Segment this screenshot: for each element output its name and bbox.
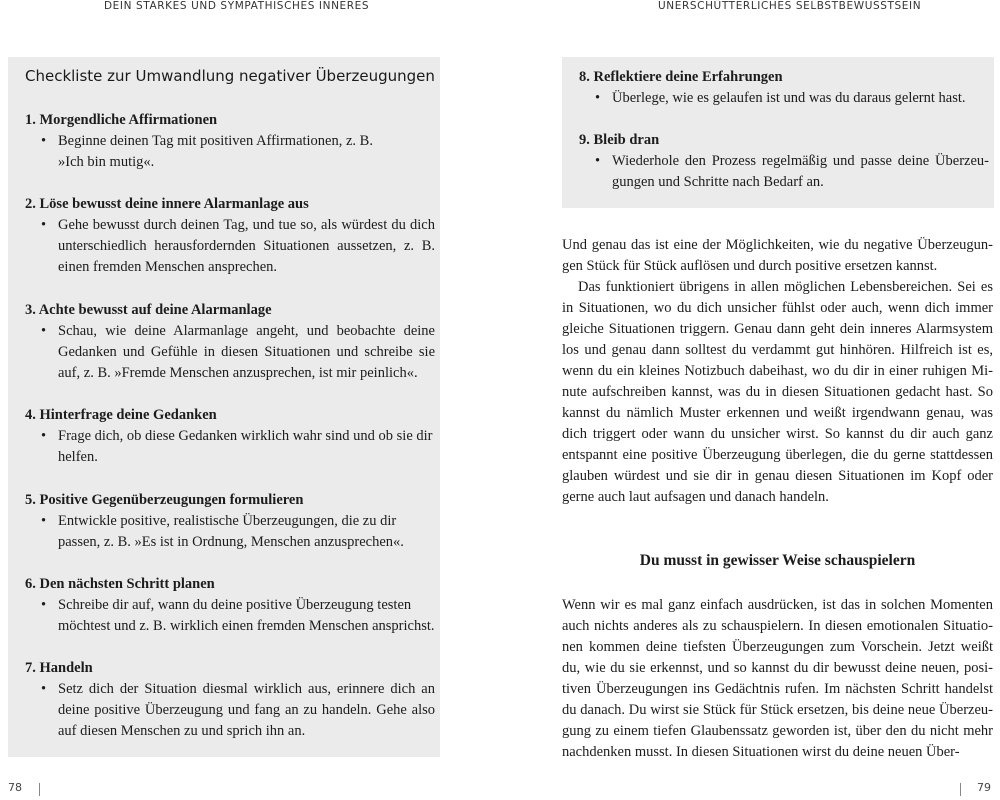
page-number-right: 79: [977, 781, 991, 794]
item-heading: 3. Achte bewusst auf deine Alarmanlage: [25, 302, 272, 318]
item-heading: 6. Den nächsten Schritt planen: [25, 576, 215, 592]
checklist-item: [25, 300, 435, 384]
item-text: • Schreibe dir auf, wann du deine positive Überzeugung testen möchtest und z. B. wirklich einen fremden Menschen ansprichst.: [41, 597, 435, 634]
item-heading: 5. Positive Gegenüberzeugungen formulieren: [25, 492, 304, 508]
body-paragraphs: [562, 595, 993, 763]
item-text: • Beginne deinen Tag mit positiven Affirmationen, z. B. »Ich bin mutig«.: [41, 133, 373, 170]
checklist-box-continued: [562, 57, 994, 208]
folio-divider: [39, 783, 40, 796]
bullet-icon: •: [41, 323, 47, 339]
checklist-item: [25, 574, 435, 637]
running-head-left: DEIN STARKES UND SYMPATHISCHES INNERES: [104, 0, 370, 12]
checklist-item: [25, 194, 435, 278]
page-number-left: 78: [8, 781, 22, 794]
checklist-item: [25, 405, 435, 468]
bullet-icon: •: [41, 428, 47, 444]
checklist-item: [579, 130, 989, 193]
checklist-item: [25, 110, 435, 173]
checklist-title: Checkliste zur Umwandlung negativer Überzeugungen: [25, 67, 435, 85]
body-paragraphs: [562, 235, 993, 508]
item-text: • Entwickle positive, realistische Überzeugungen, die zu dir passen, z. B. »Es ist in Ordnung, Menschen anzusprechen«.: [41, 513, 404, 550]
item-heading: 9. Bleib dran: [579, 132, 660, 148]
item-heading: 7. Handeln: [25, 660, 93, 676]
bullet-icon: •: [41, 513, 47, 529]
paragraph: Und genau das ist eine der Möglichkeiten, wie du negative Überzeugungen Stück für Stück auflösen und durch positive ersetzen kannst.: [562, 237, 993, 274]
checklist-item: [25, 658, 435, 742]
checklist-item: [25, 490, 435, 553]
running-head-right: UNERSCHÜTTERLICHES SELBSTBEWUSSTSEIN: [658, 0, 922, 12]
bullet-icon: •: [595, 153, 601, 169]
item-text: • Überlege, wie es gelaufen ist und was du daraus gelernt hast.: [579, 88, 989, 109]
checklist-box: [8, 57, 440, 757]
bullet-icon: •: [41, 597, 47, 613]
item-heading: 2. Löse bewusst deine innere Alarmanlage aus: [25, 196, 309, 212]
item-text: • Frage dich, ob diese Gedanken wirklich wahr sind und ob sie dir helfen.: [41, 428, 433, 465]
section-heading: Du musst in gewisser Weise schauspielern: [639, 552, 916, 569]
item-text: • Gehe bewusst durch deinen Tag, und tue so, als würdest du dich unterschiedlich herausfordernden Situationen aussetzen, z. B. einen fremden Menschen ansprechen.: [41, 217, 435, 275]
item-text: • Wiederhole den Prozess regelmäßig und passe deine Überzeugungen und Schritte nach Bedarf an.: [595, 153, 989, 190]
bullet-icon: •: [41, 217, 47, 233]
item-text: • Setz dich der Situation diesmal wirklich aus, erinnere dich an deine positive Überzeugung und fang an zu handeln. Gehe also auf diesen Menschen zu und sprich ihn an.: [41, 681, 435, 739]
item-heading: 1. Morgendliche Affirmationen: [25, 112, 218, 128]
bullet-icon: •: [41, 681, 47, 697]
checklist-item: [579, 67, 989, 109]
paragraph: Wenn wir es mal ganz einfach ausdrücken, ist das in solchen Momenten auch nichts anderes als zu schauspielern. In diesen emotionalen Situationen kommen deine tiefsten Überzeugungen zum Vorschein. Jetzt weißt du, wie du sie erkennst, und so kannst du dir bewusst deine neuen, positiven Überzeugungen ins Gedächtnis rufen. Im nächsten Schritt handelst du danach. Du wirst sie Stück für Stück ersetzen, bis deine neue Überzeugung zu einem tiefen Glaubenssatz geworden ist, über den du nicht mehr nachdenken musst. In diesen Situationen wirst du deine neuen Über-: [562, 597, 993, 760]
bullet-icon: •: [41, 133, 47, 149]
folio-divider: [960, 783, 961, 796]
item-text: • Schau, wie deine Alarmanlage angeht, und beobachte deine Gedanken und Gefühle in diesen Situationen und schreibe sie auf, z. B. »Fremde Menschen anzusprechen, ist mir peinlich«.: [41, 323, 435, 381]
item-heading: 8. Reflektiere deine Erfahrungen: [579, 69, 783, 85]
paragraph: Das funktioniert übrigens in allen möglichen Lebensbereichen. Sei es in Situationen, wo du dich unsicher fühlst oder auch, wenn dich immer gleiche Situationen triggern. Genau dann geht dein inneres Alarmsystem los und genau dann solltest du verdammt gut hinhören. Hilfreich ist es, wenn du ein kleines Notizbuch dabeihast, wo du dir in einer ruhigen Minute aufschreiben kannst, was du in diesen Situationen gedacht hast. So kannst du nämlich Muster erkennen und weißt irgendwann genau, was dich triggert oder wann du unsicher wirst. So kannst du dir auch ganz entspannt eine positive Überzeugung überlegen, die du gerne stattdessen glauben würdest und sie dir in genau diesen Situationen im Kopf oder gerne auch laut aufsagen und danach handeln.: [562, 279, 993, 505]
bullet-icon: •: [595, 90, 601, 106]
item-heading: 4. Hinterfrage deine Gedanken: [25, 407, 217, 423]
